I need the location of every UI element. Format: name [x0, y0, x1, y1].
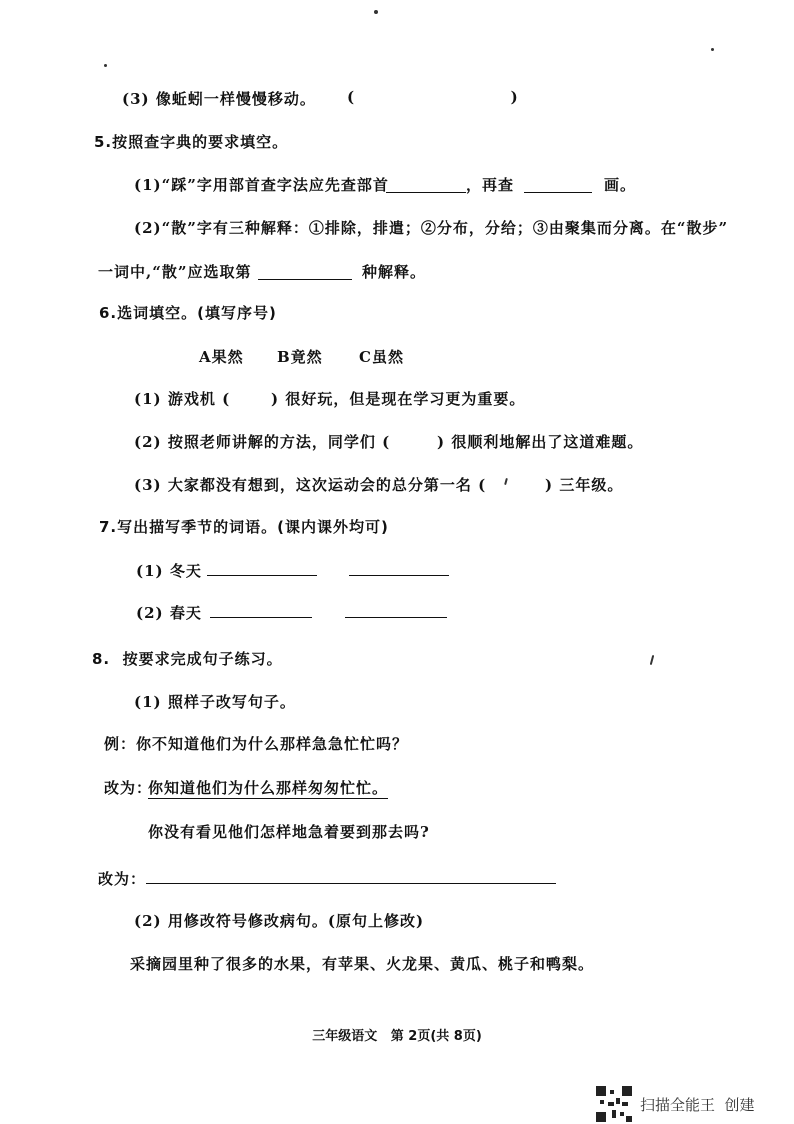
q7-item1: (1) 冬天 — [136, 562, 202, 580]
q8-heading: 8. 按要求完成句子练习。 — [92, 650, 283, 668]
q6-item2-b: ) 很顺利地解出了这道难题。 — [437, 433, 644, 451]
q8-rewrite-blank[interactable] — [146, 883, 556, 884]
page-footer: 三年级语文 第 2页(共 8页) — [312, 1029, 482, 1044]
q5-item2-line2-b: 种解释。 — [362, 263, 427, 281]
q5-item1-blank-radical[interactable] — [386, 192, 466, 193]
q5-item1-text-c: 画。 — [604, 176, 637, 194]
q5-item2-line1: (2)“散”字有三种解释：①排除，排遣；②分布，分给；③由聚集而分离。在“散步” — [134, 219, 729, 237]
scan-speck — [374, 10, 378, 14]
q8-change-answer-text: 你知道他们为什么那样匆匆忙忙。 — [148, 779, 389, 797]
q4-item3: (3) 像蚯蚓一样慢慢移动。 — [122, 90, 316, 108]
q5-item1-text-a: (1)“踩”字用部首查字法应先查部首 — [134, 176, 389, 194]
q7-item2-blank-1[interactable] — [210, 617, 312, 618]
q6-option-b: B竟然 — [277, 348, 323, 366]
q6-item2-a: (2) 按照老师讲解的方法，同学们 ( — [134, 433, 391, 451]
q5-item2-line2-a: 一词中,“散”应选取第 — [98, 263, 252, 281]
q8-sub1: (1) 照样子改写句子。 — [134, 693, 296, 711]
q7-item2: (2) 春天 — [136, 604, 202, 622]
scan-speck — [650, 655, 655, 665]
q8-example: 例：你不知道他们为什么那样急急忙忙吗？ — [104, 735, 409, 753]
q6-option-c: C虽然 — [359, 348, 404, 366]
q6-item1-a: (1) 游戏机 ( — [134, 390, 231, 408]
q5-item1-text-b: ，再查 — [466, 176, 515, 194]
q8-change-label2: 改为： — [98, 870, 147, 888]
q8-practice-sentence: 你没有看见他们怎样地急着要到那去吗? — [148, 823, 430, 841]
q6-item3-a: (3) 大家都没有想到，这次运动会的总分第一名 ( — [134, 476, 487, 494]
q5-item1-blank-strokes[interactable] — [524, 192, 592, 193]
q8-change-answer — [148, 778, 388, 798]
q6-item1-b: ) 很好玩，但是现在学习更为重要。 — [271, 390, 526, 408]
q4-item3-answer-paren[interactable]: ( ) — [347, 88, 519, 106]
q8-sub2: (2) 用修改符号修改病句。(原句上修改) — [134, 912, 425, 930]
q5-heading: 5.按照查字典的要求填空。 — [94, 133, 289, 151]
scan-speck — [104, 64, 107, 67]
qr-code-icon — [596, 1086, 632, 1122]
q8-change-label: 改为： — [104, 779, 153, 797]
q7-item1-blank-1[interactable] — [207, 575, 317, 576]
q7-item1-blank-2[interactable] — [349, 575, 449, 576]
q7-heading: 7.写出描写季节的词语。(课内课外均可) — [99, 518, 389, 536]
scan-speck — [711, 48, 714, 51]
q6-option-a: A果然 — [199, 348, 244, 366]
q5-item2-blank[interactable] — [258, 279, 352, 280]
scanner-watermark: 扫描全能王 创建 — [640, 1096, 755, 1114]
scan-speck — [504, 478, 508, 485]
q8-sick-sentence[interactable]: 采摘园里种了很多的水果，有苹果、火龙果、黄瓜、桃子和鸭梨。 — [130, 955, 595, 973]
q6-heading: 6.选词填空。(填写序号) — [99, 304, 277, 322]
q7-item2-blank-2[interactable] — [345, 617, 447, 618]
q6-item3-b: ) 三年级。 — [545, 476, 624, 494]
